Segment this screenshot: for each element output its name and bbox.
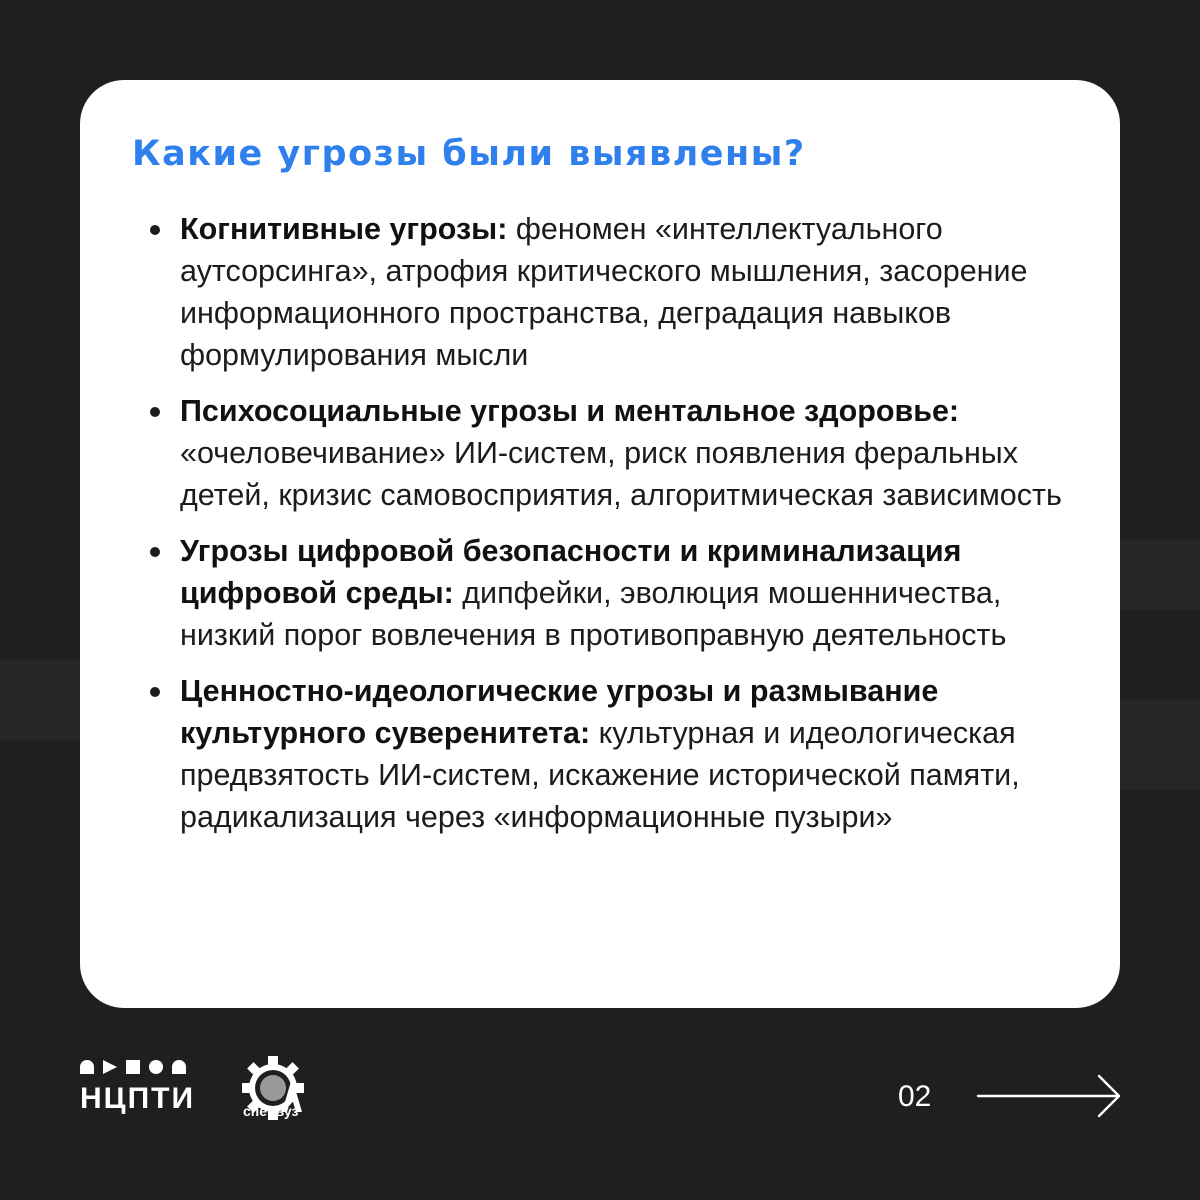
bg-square-2 [1120,700,1200,790]
glyph-square-icon [126,1060,140,1074]
item-title: Угрозы цифровой безопасности и криминализация цифровой среды: [180,534,962,610]
item-text: феномен «интеллектуального аутсорсинга», атрофия критического мышления, засорение информационного пространства, деградация навыков формулирования мысли [180,212,1028,372]
nupti-logo-icon [80,1060,200,1120]
bullet-icon [150,225,160,235]
arrow-right-icon[interactable] [975,1072,1123,1120]
item-title: Ценностно-идеологические угрозы и размывание культурного суверенитета: [180,674,939,750]
item-title: Когнитивные угрозы: [180,212,508,246]
bg-square-1 [0,660,80,740]
glyph-person-icon [172,1060,186,1074]
footer [0,1040,1200,1160]
nupti-logo-text: НЦПТИ [80,1082,196,1115]
bullet-icon [150,687,160,697]
glyph-half-icon [80,1060,94,1074]
item-title: Психосоциальные угрозы и ментальное здоровье: [180,394,960,428]
list-item [132,390,1070,516]
bullet-icon [150,407,160,417]
list-item [132,670,1070,838]
list-item [132,530,1070,656]
glyph-triangle-icon [103,1060,117,1074]
glyph-circle-icon [149,1060,163,1074]
item-text: «очеловечивание» ИИ-систем, риск появления феральных детей, кризис самовосприятия, алгоритмическая зависимость [180,436,1062,512]
bullet-icon [150,547,160,557]
card-title: Какие угрозы были выявлены? [132,134,806,174]
bg-square-3 [1120,540,1200,610]
specvuz-logo-text: спецвуз [243,1103,299,1119]
item-text: дипфейки, эволюция мошенничества, низкий порог вовлечения в противоправную деятельность [180,576,1007,652]
list-item [132,208,1070,376]
logo-glyphs [80,1060,186,1078]
item-text: культурная и идеологическая предвзятость ИИ-систем, искажение исторической памяти, радикализация через «информационные пузыри» [180,716,1020,834]
content-card [80,80,1120,1008]
threat-list [132,208,1070,838]
page-number: 02 [898,1080,932,1113]
